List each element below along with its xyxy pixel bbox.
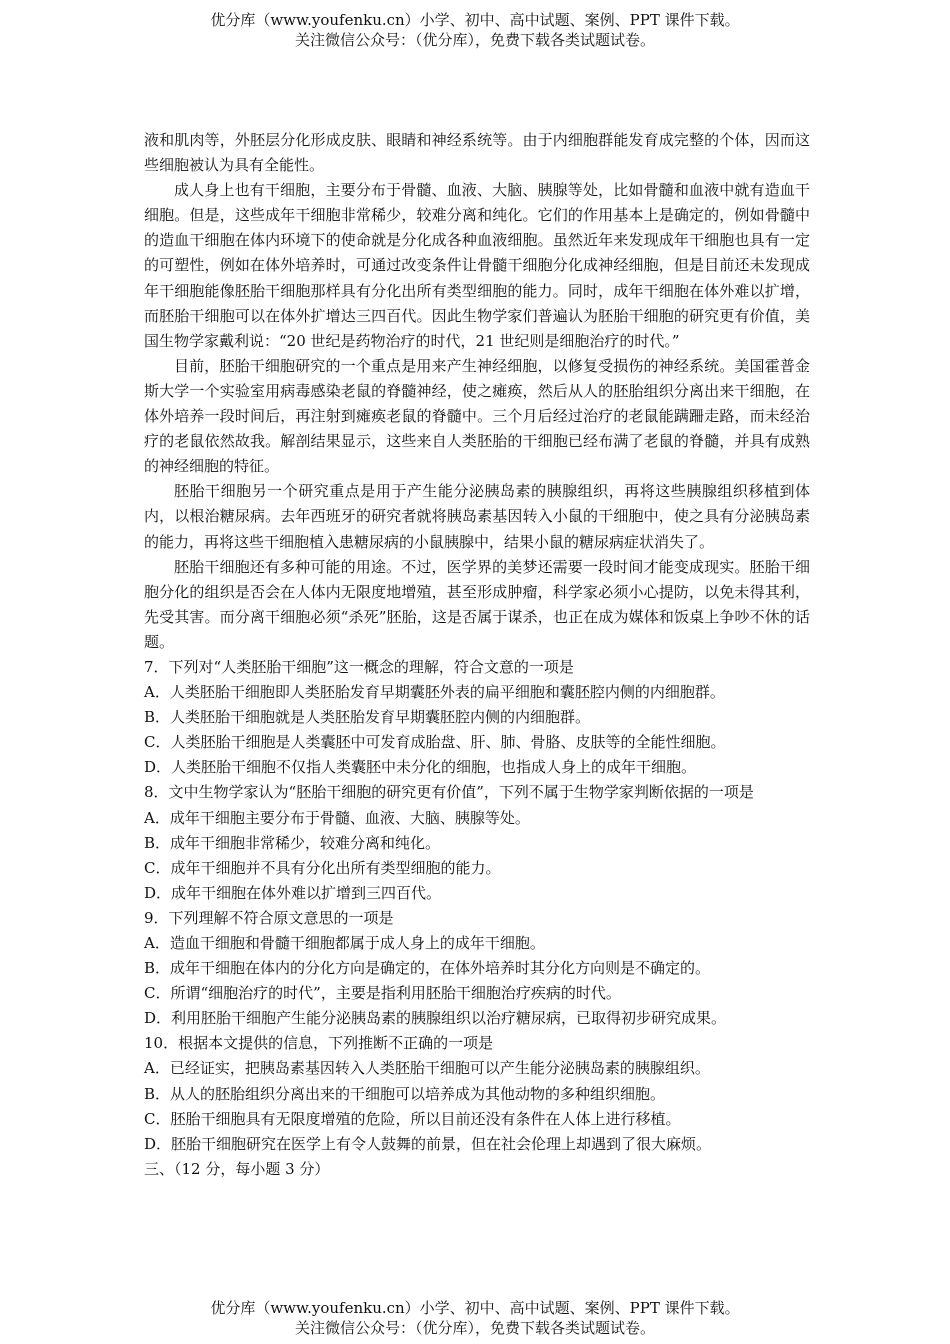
option-c: C．人类胚胎干细胞是人类囊胚中可发育成胎盘、肝、肺、骨胳、皮肤等的全能性细胞。: [144, 733, 726, 752]
option-c: C．胚胎干细胞具有无限度增殖的危险，所以目前还没有条件在人体上进行移植。: [144, 1109, 681, 1128]
passage-paragraph: 成人身上也有干细胞，主要分布于骨髓、血液、大脑、胰腺等处，比如骨髓和血液中就有造血干细胞。但是，这些成年干细胞非常稀少，较难分离和纯化。它们的作用基本上是确定的，例如骨髓中的造血干细胞在体内环境下的使命就是分化成各种血液细胞。虽然近年来发现成年干细胞也具有一定的可塑性，例如在体外培养时，可通过改变条件让骨髓干细胞分化成神经细胞，但是目前还未发现成年干细胞能像胚胎干细胞那样具有分化出所有类型细胞的能力。同时，成年干细胞在体外难以扩增，而胚胎干细胞可以在体外扩增达三四百代。因此生物学家们普遍认为胚胎干细胞的研究更有价值，美国生物学家戴利说：“20 世纪是药物治疗的时代，21 世纪则是细胞治疗的时代。”: [144, 181, 810, 350]
question-stem: 10．根据本文提供的信息，下列推断不正确的一项是: [144, 1034, 494, 1053]
footer-line-1: 优分库（www.youfenku.cn）小学、初中、高中试题、案例、PPT 课件下载。: [210, 1299, 740, 1317]
option-d: D．胚胎干细胞研究在医学上有令人鼓舞的前景，但在社会伦理上却遇到了很大麻烦。: [144, 1134, 712, 1153]
passage-paragraph: 胚胎干细胞还有多种可能的用途。不过，医学界的美梦还需要一段时间才能变成现实。胚胎干细胞分化的组织是否会在人体内无限度地增殖，甚至形成肿瘤，科学家必须小心提防，以免未得其利，先受其害。而分离干细胞必须“杀死”胚胎，这是否属于谋杀，也正在成为媒体和饭桌上争吵不休的话题。: [144, 557, 810, 651]
question-10: [144, 1031, 810, 1156]
option-a: A．人类胚胎干细胞即人类胚胎发育早期囊胚外表的扁平细胞和囊胚腔内侧的内细胞群。: [144, 683, 725, 702]
document-body: [144, 128, 810, 1182]
passage-paragraph: 液和肌肉等，外胚层分化形成皮肤、眼睛和神经系统等。由于内细胞群能发育成完整的个体，因而这些细胞被认为具有全能性。: [144, 131, 810, 175]
option-a: A．成年干细胞主要分布于骨髓、血液、大脑、胰腺等处。: [144, 808, 530, 827]
question-8: [144, 780, 810, 905]
option-d: D．利用胚胎干细胞产生能分泌胰岛素的胰腺组织以治疗糖尿病，已取得初步研究成果。: [144, 1009, 727, 1028]
option-b: B．从人的胚胎组织分离出来的干细胞可以培养成为其他动物的多种组织细胞。: [144, 1084, 666, 1103]
option-a: A．造血干细胞和骨髓干细胞都属于成人身上的成年干细胞。: [144, 934, 545, 952]
option-d: D．人类胚胎干细胞不仅指人类囊胚中未分化的细胞，也指成人身上的成年干细胞。: [144, 758, 697, 777]
question-9: [144, 906, 810, 1031]
section-heading: 三、（12 分，每小题 3 分）: [144, 1159, 330, 1178]
question-7: [144, 655, 810, 780]
footer-line-2: 关注微信公众号：（优分库），免费下载各类试题试卷。: [294, 1319, 655, 1337]
option-b: B．成年干细胞非常稀少，较难分离和纯化。: [144, 833, 441, 852]
option-d: D．成年干细胞在体外难以扩增到三四百代。: [144, 883, 442, 902]
question-stem: 9．下列理解不符合原文意思的一项是: [144, 908, 394, 927]
option-c: C．所谓“细胞治疗的时代”，主要是指利用胚胎干细胞治疗疾病的时代。: [144, 984, 621, 1003]
page-header: [0, 10, 950, 50]
passage-paragraph: 胚胎干细胞另一个研究重点是用于产生能分泌胰岛素的胰腺组织，再将这些胰腺组织移植到体内，以根治糖尿病。去年西班牙的研究者就将胰岛素基因转入小鼠的干细胞中，使之具有分泌胰岛素的能力，再将这些干细胞植入患糖尿病的小鼠胰腺中，结果小鼠的糖尿病症状消失了。: [144, 482, 810, 551]
question-stem: 8．文中生物学家认为“胚胎干细胞的研究更有价值”，下列不属于生物学家判断依据的一项是: [144, 783, 754, 802]
header-line-2: 关注微信公众号：（优分库），免费下载各类试题试卷。: [294, 31, 655, 49]
header-line-1: 优分库（www.youfenku.cn）小学、初中、高中试题、案例、PPT 课件下载。: [210, 11, 740, 29]
option-b: B．人类胚胎干细胞就是人类胚胎发育早期囊胚腔内侧的内细胞群。: [144, 708, 591, 727]
page-footer: [0, 1298, 950, 1338]
passage-paragraph: 目前，胚胎干细胞研究的一个重点是用来产生神经细胞，以修复受损伤的神经系统。美国霍普金斯大学一个实验室用病毒感染老鼠的脊髓神经，使之瘫痪，然后从人的胚胎组织分离出来干细胞，在体外培养一段时间后，再注射到瘫痪老鼠的脊髓中。三个月后经过治疗的老鼠能蹒跚走路，而未经治疗的老鼠依然故我。解剖结果显示，这些来自人类胚胎的干细胞已经布满了老鼠的脊髓，并具有成熟的神经细胞的特征。: [144, 356, 810, 476]
question-stem: 7．下列对“人类胚胎干细胞”这一概念的理解，符合文意的一项是: [144, 657, 574, 676]
option-b: B．成年干细胞在体内的分化方向是确定的，在体外培养时其分化方向则是不确定的。: [144, 959, 711, 978]
option-a: A．已经证实，把胰岛素基因转入人类胚胎干细胞可以产生能分泌胰岛素的胰腺组织。: [144, 1059, 710, 1078]
option-c: C．成年干细胞并不具有分化出所有类型细胞的能力。: [144, 858, 501, 877]
